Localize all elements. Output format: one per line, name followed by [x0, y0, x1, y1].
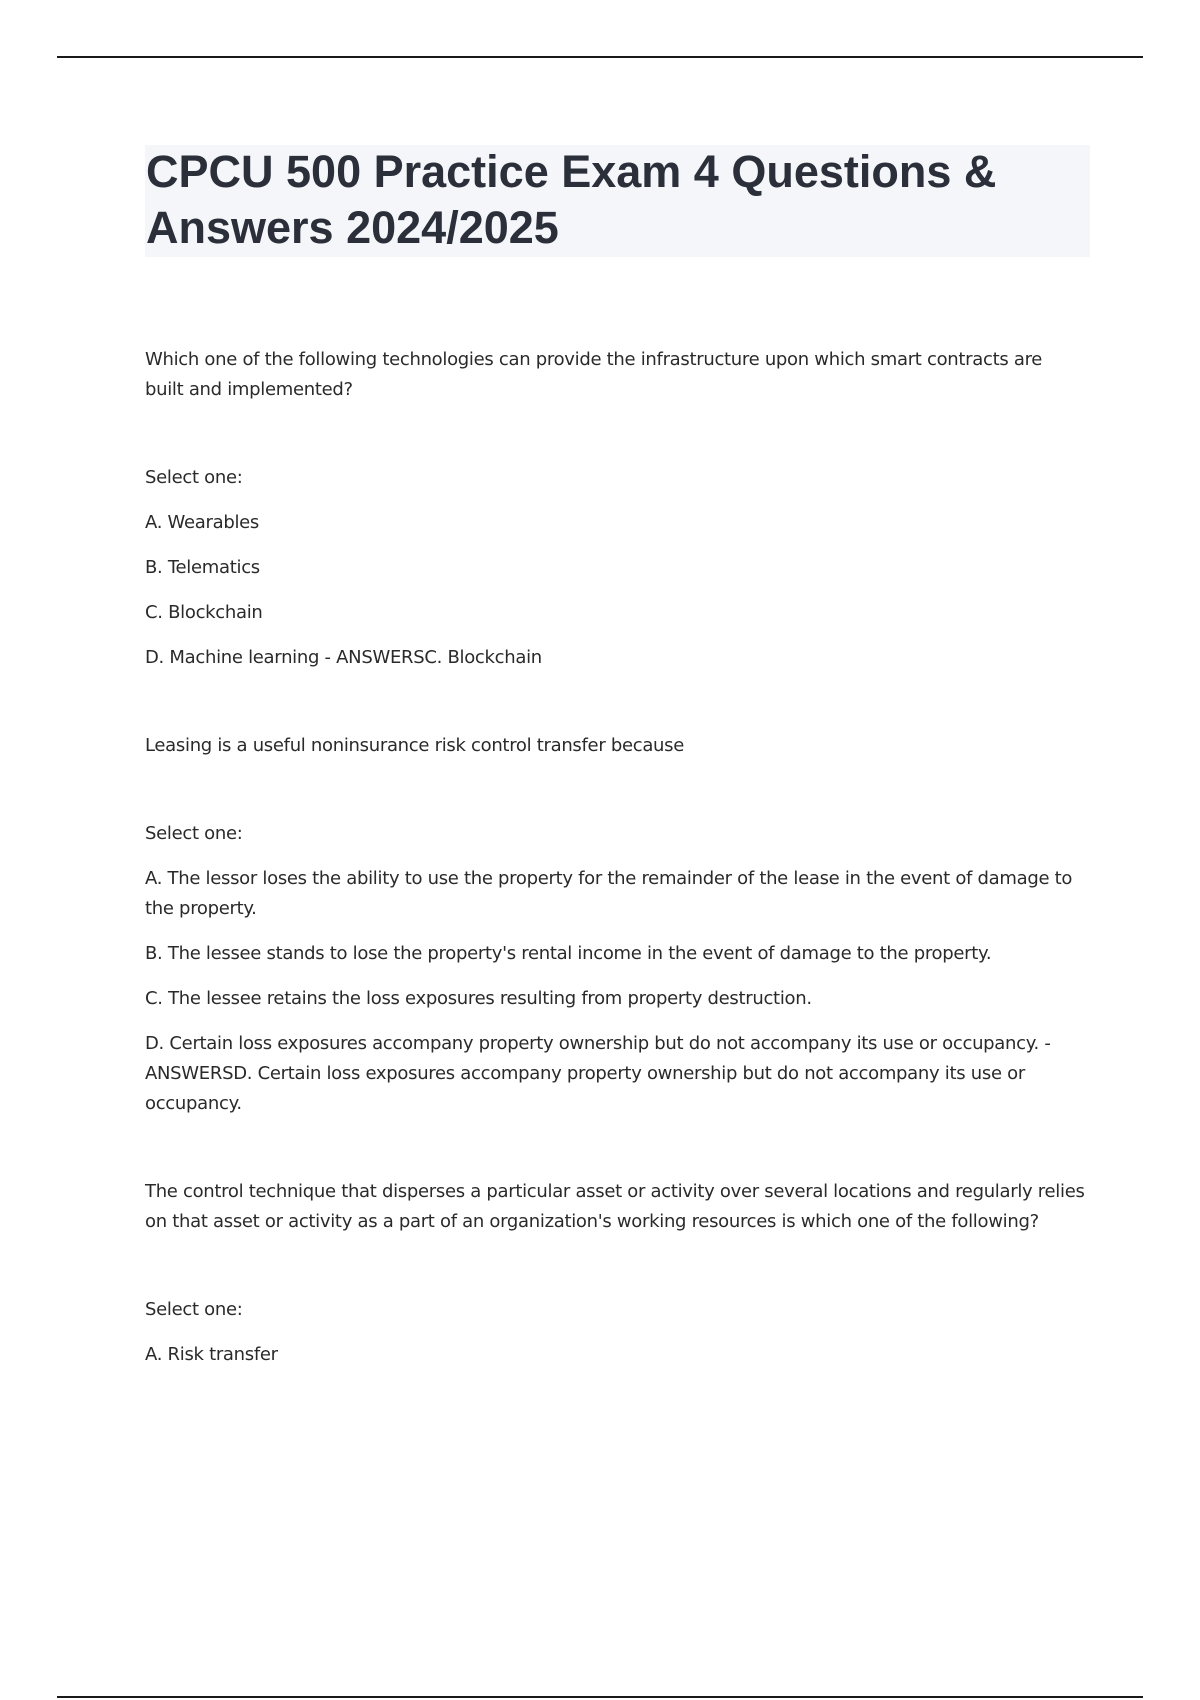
answer-option: B. The lessee stands to lose the property's rental income in the event of damage to the property.	[145, 943, 992, 964]
answer-option: C. The lessee retains the loss exposures resulting from property destruction.	[145, 988, 812, 1009]
document-title: CPCU 500 Practice Exam 4 Questions & Answers 2024/2025	[146, 146, 997, 253]
question-text: Which one of the following technologies can provide the infrastructure upon which smart contracts are built and implemented?	[145, 349, 1043, 400]
select-one-label: Select one:	[145, 467, 243, 488]
select-one-label: Select one:	[145, 1299, 243, 1320]
answer-option: A. Risk transfer	[145, 1344, 278, 1365]
document-body	[145, 345, 1085, 1370]
answer-option: A. The lessor loses the ability to use the property for the remainder of the lease in the event of damage to the property.	[145, 868, 1073, 919]
select-one-label: Select one:	[145, 823, 243, 844]
question-block-3	[145, 1177, 1085, 1370]
top-rule	[57, 56, 1143, 58]
question-text: Leasing is a useful noninsurance risk control transfer because	[145, 735, 685, 756]
question-block-2	[145, 731, 1085, 1119]
answer-option: C. Blockchain	[145, 602, 263, 623]
answer-option: B. Telematics	[145, 557, 260, 578]
answer-option-with-answer: D. Machine learning - ANSWERSC. Blockchain	[145, 647, 542, 668]
question-text: The control technique that disperses a particular asset or activity over several locations and regularly relies on that asset or activity as a part of an organization's working resources is which one of the following?	[145, 1181, 1085, 1232]
question-block-1	[145, 345, 1085, 673]
bottom-rule	[57, 1696, 1143, 1698]
answer-option: A. Wearables	[145, 512, 259, 533]
answer-option-with-answer: D. Certain loss exposures accompany property ownership but do not accompany its use or occupancy. - ANSWERSD. Certain loss exposures accompany property ownership but do not accompany its use or occupancy.	[145, 1033, 1051, 1114]
